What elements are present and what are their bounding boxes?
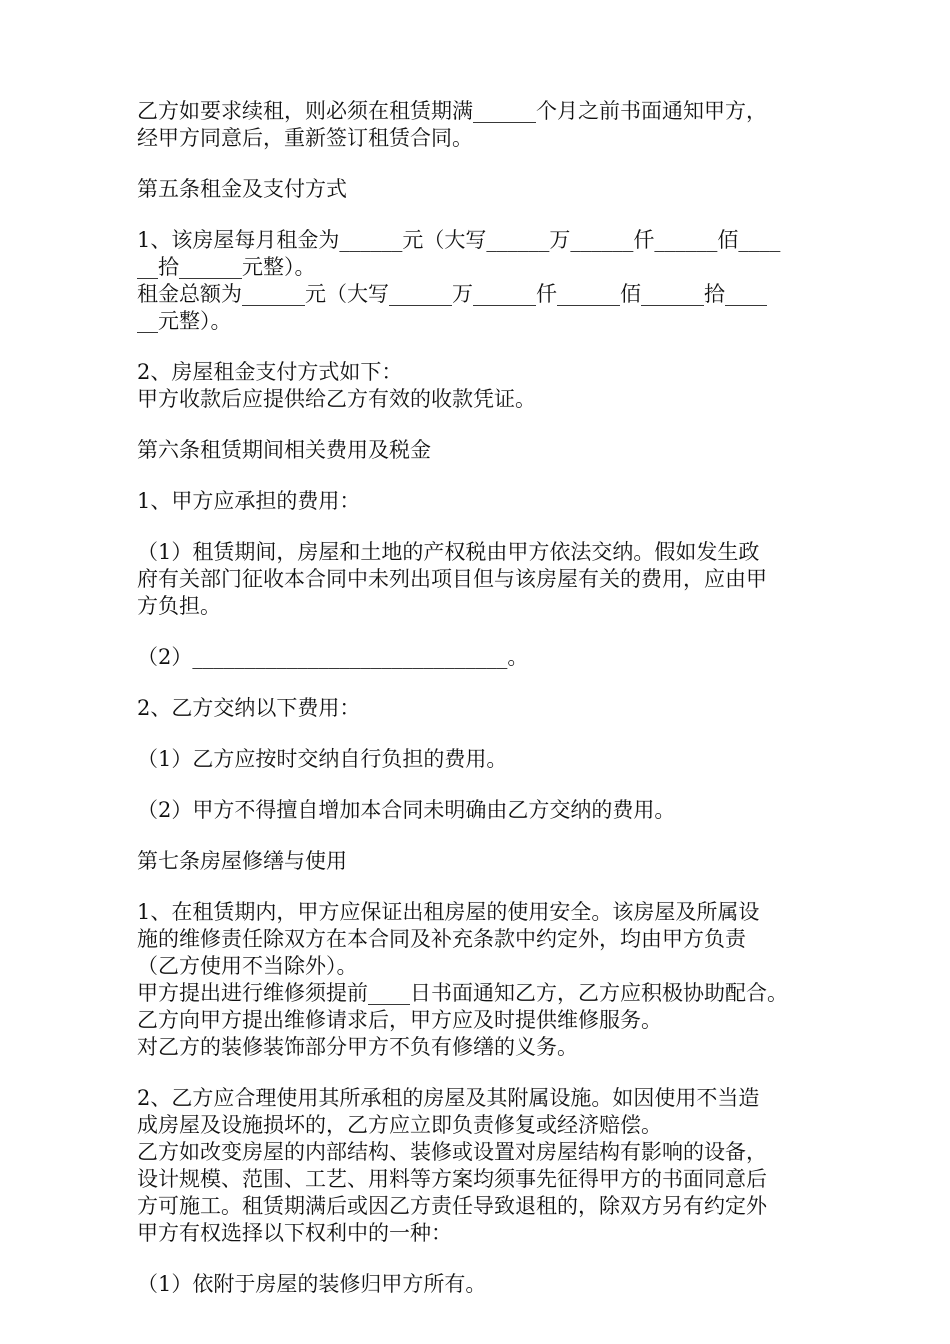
text-line: 1、在租赁期内，甲方应保证出租房屋的使用安全。该房屋及所属设: [137, 900, 760, 924]
paragraph: [137, 644, 827, 671]
text-line: （2）甲方不得擅自增加本合同未明确由乙方交纳的费用。: [137, 798, 676, 822]
text-line: 租金总额为______元（大写______万______仟______佰______拾____: [137, 282, 767, 306]
text-line: 2、乙方交纳以下费用：: [137, 696, 361, 720]
text-line: （1）乙方应按时交纳自行负担的费用。: [137, 747, 508, 771]
text-line: （2）______________________________。: [137, 645, 529, 669]
text-line: 方可施工。租赁期满后或因乙方责任导致退租的，除双方另有约定外: [137, 1194, 767, 1218]
text-line: 1、甲方应承担的费用：: [137, 489, 361, 513]
paragraph: [137, 746, 827, 773]
paragraph: [137, 1085, 827, 1247]
document-body: [137, 98, 827, 1322]
text-line: 对乙方的装修装饰部分甲方不负有修缮的义务。: [137, 1035, 578, 1059]
text-line: __拾______元整）。: [137, 255, 316, 279]
text-line: 经甲方同意后，重新签订租赁合同。: [137, 126, 473, 150]
paragraph: [137, 695, 827, 722]
paragraph: [137, 98, 827, 152]
text-line: 第七条房屋修缮与使用: [137, 849, 347, 873]
text-line: （1）依附于房屋的装修归甲方所有。: [137, 1272, 487, 1296]
text-line: （乙方使用不当除外）。: [137, 954, 358, 978]
text-line: 第五条租金及支付方式: [137, 177, 347, 201]
paragraph: [137, 359, 827, 413]
text-line: 方负担。: [137, 594, 221, 618]
text-line: 甲方提出进行维修须提前____日书面通知乙方，乙方应积极协助配合。: [137, 981, 788, 1005]
text-line: 2、乙方应合理使用其所承租的房屋及其附属设施。如因使用不当造: [137, 1086, 760, 1110]
text-line: 乙方向甲方提出维修请求后，甲方应及时提供维修服务。: [137, 1008, 662, 1032]
text-line: 设计规模、范围、工艺、用料等方案均须事先征得甲方的书面同意后: [137, 1167, 767, 1191]
text-line: 府有关部门征收本合同中未列出项目但与该房屋有关的费用，应由甲: [137, 567, 767, 591]
text-line: 成房屋及设施损坏的，乙方应立即负责修复或经济赔偿。: [137, 1113, 662, 1137]
paragraph: [137, 539, 827, 620]
text-line: 第六条租赁期间相关费用及税金: [137, 438, 431, 462]
text-line: 乙方如要求续租，则必须在租赁期满______个月之前书面通知甲方，: [137, 99, 767, 123]
text-line: 乙方如改变房屋的内部结构、装修或设置对房屋结构有影响的设备，: [137, 1140, 767, 1164]
section-heading: [137, 176, 827, 203]
paragraph: [137, 227, 827, 335]
section-heading: [137, 437, 827, 464]
paragraph: [137, 1271, 827, 1298]
text-line: （1）租赁期间，房屋和土地的产权税由甲方依法交纳。假如发生政: [137, 540, 760, 564]
text-line: 甲方有权选择以下权利中的一种：: [137, 1221, 452, 1245]
paragraph: [137, 797, 827, 824]
text-line: __元整）。: [137, 309, 232, 333]
text-line: 2、房屋租金支付方式如下：: [137, 360, 403, 384]
paragraph: [137, 899, 827, 1061]
paragraph: [137, 488, 827, 515]
text-line: 施的维修责任除双方在本合同及补充条款中约定外，均由甲方负责: [137, 927, 746, 951]
text-line: 甲方收款后应提供给乙方有效的收款凭证。: [137, 387, 536, 411]
section-heading: [137, 848, 827, 875]
text-line: 1、该房屋每月租金为______元（大写______万______仟______佰____: [137, 228, 781, 252]
